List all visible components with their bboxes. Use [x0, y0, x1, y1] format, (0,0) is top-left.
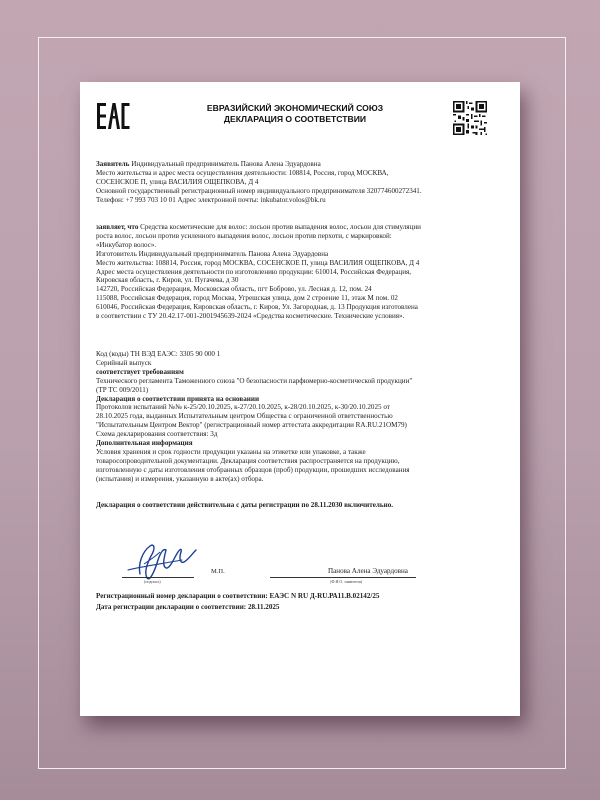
- manufacturer: Изготовитель Индивидуальный предприниматель Панова Алена Эдуардовна: [96, 249, 329, 258]
- qr-code-icon: [453, 101, 487, 135]
- extra-info-label: Дополнительная информация: [96, 439, 193, 448]
- regulation-code: (ТР ТС 009/2011): [96, 385, 149, 394]
- applicant-label: Заявитель: [96, 160, 130, 168]
- eac-logo-icon: [96, 101, 130, 131]
- product-marking: «Инкубатор волос».: [96, 240, 157, 249]
- extra-info-3: изготовленную с даты изготовления отобранных образцов (проб) продукции, прошедших исследования: [96, 465, 410, 474]
- union-title: ЕВРАЗИЙСКИЙ ЭКОНОМИЧЕСКИЙ СОЮЗ: [206, 103, 384, 113]
- serial-release: Серийный выпуск: [96, 358, 152, 367]
- applicant-section: [96, 160, 508, 205]
- production-address: Адрес места осуществления деятельности по изготовлению продукции: 610014, Российская Федерация,: [96, 267, 412, 276]
- registration-date: Дата регистрации декларации о соответствии: 28.11.2025: [96, 602, 280, 611]
- applicant-address-cont: СОСЕНСКОЕ П, улица ВАСИЛИЯ ОЩЕПКОВА, Д 4: [96, 177, 259, 186]
- production-address-2: 142720, Российская Федерация, Московская область, пгт Боброво, ул. Лесная д. 12, пом. 24: [96, 285, 372, 294]
- applicant-contacts: Телефон: +7 993 703 10 01 Адрес электронной почты: inkubator.volos@bk.ru: [96, 195, 326, 204]
- signature-caption: (подпись): [144, 579, 161, 584]
- signature-line: [122, 577, 194, 578]
- manufacturer-residence: Место жительства: 108814, Россия, город МОСКВА, СОСЕНСКОЕ П, улица ВАСИЛИЯ ОЩЕПКОВА, Д 4: [96, 258, 420, 267]
- extra-info-2: товаросопроводительной документации. Декларация соответствия распространяется на продукцию,: [96, 456, 400, 465]
- name-caption: (Ф.И.О. заявителя): [330, 579, 363, 584]
- applicant-ogrnip: Основной государственный регистрационный номер индивидуального предпринимателя 320774600272341.: [96, 186, 422, 195]
- technical-conditions: в соответствии с ТУ 20.42.17-001-2001945639-2024 «Средства косметические. Технические условия».: [96, 312, 405, 321]
- applicant-signatory-name: Панова Алена Эдуардовна: [328, 567, 408, 575]
- declaration-title: ДЕКЛАРАЦИЯ О СООТВЕТСТВИИ: [223, 114, 367, 124]
- extra-info-1: Условия хранения и срок годности продукции указаны на этикетке или упаковке, а также: [96, 447, 366, 456]
- test-protocols-cont: 28.10.2025 года, выданных Испытательным центром Общества с ограниченной ответственностью: [96, 412, 393, 421]
- declaration-document: [80, 82, 520, 716]
- test-center: "Испытательным Центром Вектор" (регистрационный номер аттестата аккредитации RA.RU.21ОМ79): [96, 421, 407, 430]
- tn-ved-code: Код (коды) ТН ВЭД ЕАЭС: 3305 90 000 1: [96, 350, 221, 358]
- document-header: [160, 103, 430, 125]
- name-line: [270, 577, 416, 578]
- declaration-scheme: Схема декларирования соответствия: 3д: [96, 430, 218, 439]
- statement-label: заявляет, что: [96, 223, 139, 231]
- codes-section: [96, 350, 508, 484]
- production-address-3: 115088, Российская Федерация, город Москва, Угрешская улица, дом 2 строение 11, этаж М пом. 02: [96, 294, 398, 303]
- test-protocols: Протоколов испытаний №№ к-25/20.10.2025, к-27/20.10.2025, к-28/20.10.2025, к-30/20.10.2025 от: [96, 403, 390, 412]
- product-description-cont: роста волос, лосьон против усиленного выпадения волос, лосьон против перхоти, с маркировкой:: [96, 231, 392, 240]
- product-description: Средства косметические для волос: лосьон против выпадения волос, лосьон для стимуляции: [138, 223, 421, 231]
- production-address-cont: Кировская область, г. Киров, ул. Пугачева, д 30: [96, 276, 239, 285]
- registration-section: [96, 592, 508, 612]
- stamp-place-label: М.П.: [211, 568, 225, 575]
- applicant-address: Место жительства и адрес места осуществления деятельности: 108814, Россия, город МОСКВА,: [96, 168, 389, 177]
- regulation: Технического регламента Таможенного союза "О безопасности парфюмерно-косметической продукции": [96, 376, 413, 385]
- validity-statement: [96, 501, 508, 510]
- registration-number: Регистрационный номер декларации о соответствии: ЕАЭС N RU Д-RU.РА11.В.02142/25: [96, 592, 380, 600]
- statement-section: [96, 223, 508, 321]
- extra-info-4: (испытания) и измерения, указанную в акте(ах) отбора.: [96, 474, 264, 483]
- applicant-name: Индивидуальный предприниматель Панова Алена Эдуардовна: [129, 160, 321, 168]
- validity-text: Декларация о соответствии действительна с даты регистрации по 28.11.2030 включительно.: [96, 501, 394, 509]
- conforms-label: соответствует требованиям: [96, 367, 184, 376]
- basis-label: Декларация о соответствии принята на основании: [96, 394, 260, 403]
- production-address-4: 610046, Российская Федерация, Кировская область, г. Киров, Ул. Загородная, д. 13 Продукция изготовлена: [96, 303, 418, 312]
